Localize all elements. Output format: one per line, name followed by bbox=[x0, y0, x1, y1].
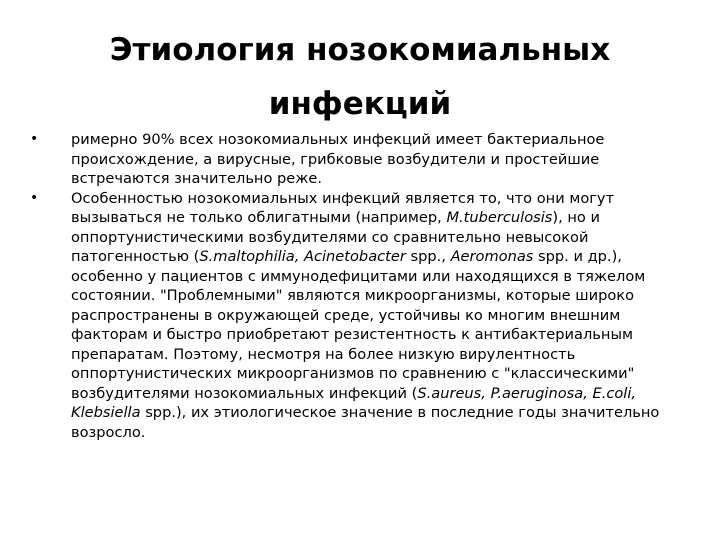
species-name: S.maltophilia, Acinetobacter bbox=[199, 248, 406, 265]
text-segment: spp.), их этиологическое значение в последние годы значительно возросло. bbox=[71, 404, 660, 441]
bullet-text bbox=[71, 190, 659, 441]
bullet-list bbox=[30, 130, 690, 442]
species-name: Aeromonas bbox=[450, 248, 534, 265]
text-segment: spp. и др.), особенно у пациентов с иммунодефицитами или находящихся в тяжелом состоянии. "Проблемными" являются микроорганизмы, которые широко распространены в окружающей среде, устойчивы ко многим внешним факторам и быстро приобретают резистентность к антибактериальным препаратам. Поэтому, несмотря на более низкую вирулентность оппортунистических микроорганизмов по сравнению с "классическими" возбудителями нозокомиальных инфекций ( bbox=[71, 248, 646, 402]
text-segment: spp., bbox=[405, 248, 451, 265]
bullet-text: римерно 90% всех нозокомиальных инфекций имеет бактериальное происхождение, а вирусные, грибковые возбудители и простейшие встречаются значительно реже. bbox=[71, 131, 605, 187]
bullet-item-features bbox=[30, 189, 690, 443]
bullet-item-etiology-share bbox=[30, 130, 690, 189]
title-line-2: инфекций bbox=[268, 85, 452, 122]
species-name: M.tuberculosis bbox=[446, 209, 553, 226]
bullet-icon: • bbox=[30, 189, 39, 206]
slide-title bbox=[60, 23, 660, 131]
text-segment: Особенностью нозокомиальных инфекций является то, что они могут вызываться не только облигатными (например, bbox=[71, 189, 615, 226]
species-name: S.aureus, P.aeruginosa, E.coli, Klebsiella bbox=[71, 384, 637, 421]
text-segment: ), но и оппортунистическими возбудителями со сравнительно невысокой патогенностью ( bbox=[71, 209, 600, 265]
bullet-icon: • bbox=[30, 131, 39, 147]
title-line-1: Этиология нозокомиальных bbox=[109, 31, 611, 68]
